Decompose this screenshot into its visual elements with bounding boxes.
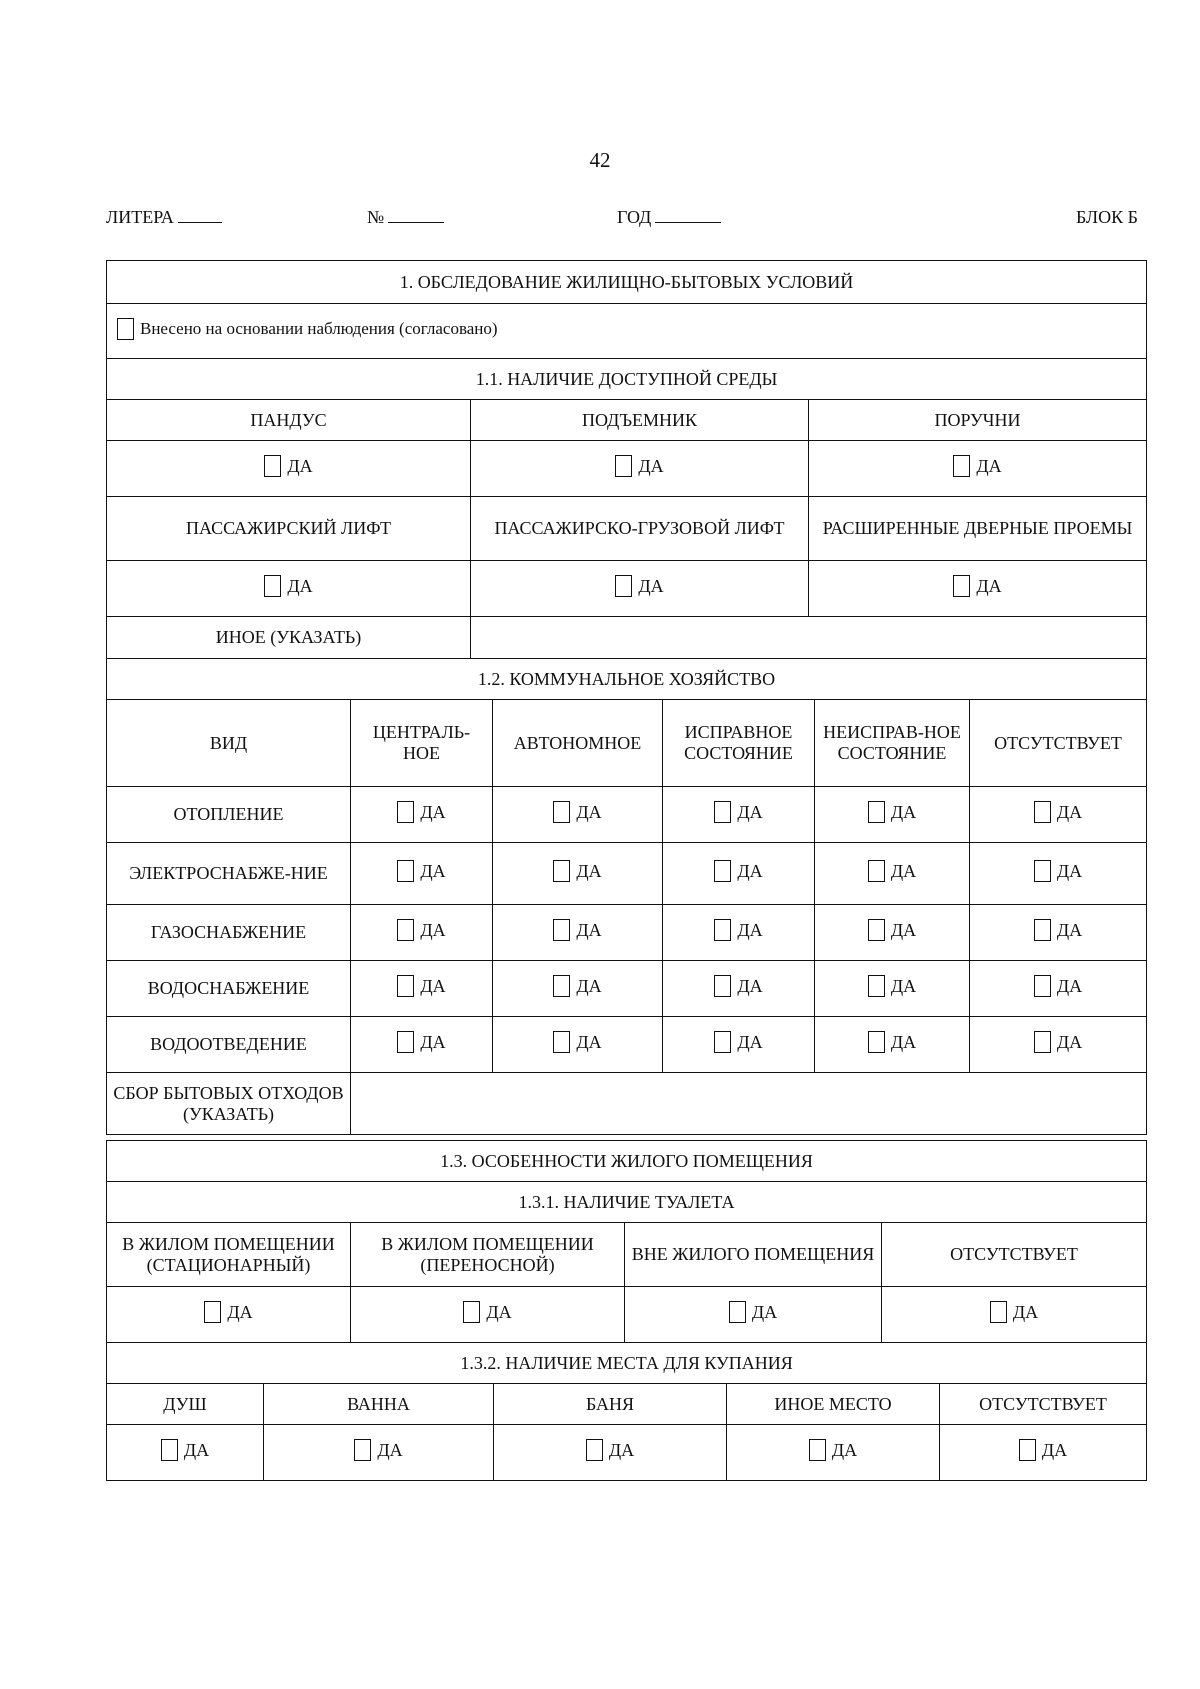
checkbox-broken[interactable] [868,1031,916,1053]
lift-platform-header: ПОДЪЕМНИК [471,400,809,441]
checkbox-autonomous[interactable] [553,975,601,997]
number-blank[interactable] [388,208,444,223]
page-number: 42 [589,148,611,172]
section-1-3-title: 1.3. ОСОБЕННОСТИ ЖИЛОГО ПОМЕЩЕНИЯ [107,1141,1147,1182]
yes-label: ДА [737,919,763,940]
yes-label: ДА [638,575,664,596]
yes-label: ДА [831,1439,858,1460]
yes-label: ДА [1056,801,1083,822]
waste-label: СБОР БЫТОВЫХ ОТХОДОВ (УКАЗАТЬ) [107,1073,351,1135]
observed-row [107,304,1147,359]
checkbox-box[interactable] [117,318,134,340]
bathtub-checkbox[interactable] [354,1439,402,1461]
checkbox-central[interactable] [397,919,445,941]
checkbox-autonomous[interactable] [553,1031,601,1053]
yes-label: ДА [890,1031,917,1052]
bath-absent-checkbox[interactable] [1019,1439,1067,1461]
yes-label: ДА [1056,1031,1083,1052]
handrails-checkbox[interactable] [953,455,1001,477]
yes-label: ДА [1056,919,1083,940]
section-1-title: 1. ОБСЛЕДОВАНИЕ ЖИЛИЩНО-БЫТОВЫХ УСЛОВИЙ [107,261,1147,304]
checkbox-working[interactable] [714,801,762,823]
checkbox-box[interactable] [1034,801,1051,823]
checkbox-box[interactable] [397,860,414,882]
yes-label: ДА [1012,1301,1039,1322]
checkbox-central[interactable] [397,975,445,997]
checkbox-box[interactable] [714,1031,731,1053]
checkbox-box[interactable] [953,455,970,477]
col-autonomous: АВТОНОМНОЕ [493,700,663,787]
yes-label: ДА [183,1439,210,1460]
toilet-absent-checkbox[interactable] [990,1301,1038,1323]
yes-label: ДА [608,1439,635,1460]
ramp-checkbox[interactable] [264,455,312,477]
checkbox-box[interactable] [397,801,414,823]
passenger-lift-header: ПАССАЖИРСКИЙ ЛИФТ [107,497,471,561]
observed-checkbox[interactable] [117,318,498,340]
col-broken: НЕИСПРАВ-НОЕ СОСТОЯНИЕ [815,700,970,787]
year-field[interactable] [617,207,721,228]
wide-doors-checkbox[interactable] [953,575,1001,597]
sauna-header: БАНЯ [494,1384,727,1425]
yes-label: ДА [420,860,446,881]
yes-label: ДА [576,860,602,881]
toilet-outside-header: ВНЕ ЖИЛОГО ПОМЕЩЕНИЯ [625,1223,882,1287]
checkbox-central[interactable] [397,1031,445,1053]
checkbox-box[interactable] [615,455,632,477]
checkbox-box[interactable] [1034,860,1051,882]
checkbox-box[interactable] [553,919,570,941]
section-1-1-title: 1.1. НАЛИЧИЕ ДОСТУПНОЙ СРЕДЫ [107,359,1147,400]
yes-label: ДА [976,455,1002,476]
yes-label: ДА [1056,860,1083,881]
observed-note: Внесено на основании наблюдения (согласовано) [140,318,498,338]
lift-platform-checkbox[interactable] [615,455,663,477]
block-label: БЛОК Б [1076,207,1138,227]
checkbox-box[interactable] [354,1439,371,1461]
yes-label: ДА [576,1031,602,1052]
checkbox-box[interactable] [553,801,570,823]
ramp-header: ПАНДУС [107,400,471,441]
yes-label: ДА [576,975,602,996]
checkbox-broken[interactable] [868,975,916,997]
toilet-absent-header: ОТСУТСТВУЕТ [882,1223,1147,1287]
checkbox-box[interactable] [868,919,885,941]
litera-field[interactable] [106,207,222,228]
year-label: ГОД [617,207,652,227]
yes-label: ДА [377,1439,403,1460]
handrails-header: ПОРУЧНИ [809,400,1147,441]
yes-label: ДА [976,575,1002,596]
checkbox-box[interactable] [1034,919,1051,941]
yes-label: ДА [486,1301,512,1322]
checkbox-absent[interactable] [1034,860,1082,882]
yes-label: ДА [890,801,917,822]
checkbox-box[interactable] [397,1031,414,1053]
checkbox-absent[interactable] [1034,975,1082,997]
shower-header: ДУШ [107,1384,264,1425]
checkbox-box[interactable] [714,975,731,997]
checkbox-box[interactable] [161,1439,178,1461]
checkbox-box[interactable] [714,919,731,941]
yes-label: ДА [420,919,446,940]
checkbox-working[interactable] [714,1031,762,1053]
freight-lift-checkbox[interactable] [615,575,663,597]
yes-label: ДА [1041,1439,1068,1460]
yes-label: ДА [890,919,917,940]
row-electricity: ЭЛЕКТРОСНАБЖЕ-НИЕ [107,843,351,905]
toilet-portable-header: В ЖИЛОМ ПОМЕЩЕНИИ (ПЕРЕНОСНОЙ) [351,1223,625,1287]
other-place-header: ИНОЕ МЕСТО [727,1384,940,1425]
checkbox-box[interactable] [868,1031,885,1053]
checkbox-box[interactable] [868,801,885,823]
number-field[interactable] [367,207,444,228]
checkbox-broken[interactable] [868,860,916,882]
checkbox-autonomous[interactable] [553,801,601,823]
checkbox-absent[interactable] [1034,919,1082,941]
checkbox-box[interactable] [1034,975,1051,997]
checkbox-box[interactable] [714,860,731,882]
form-table-bathing [106,1342,1147,1481]
freight-lift-header: ПАССАЖИРСКО-ГРУЗОВОЙ ЛИФТ [471,497,809,561]
yes-label: ДА [287,575,313,596]
checkbox-working[interactable] [714,975,762,997]
checkbox-box[interactable] [553,975,570,997]
yes-label: ДА [576,919,602,940]
yes-label: ДА [638,455,664,476]
col-type: ВИД [107,700,351,787]
yes-label: ДА [737,975,763,996]
col-working: ИСПРАВНОЕ СОСТОЯНИЕ [663,700,815,787]
col-central: ЦЕНТРАЛЬ-НОЕ [351,700,493,787]
checkbox-box[interactable] [553,860,570,882]
row-heating: ОТОПЛЕНИЕ [107,787,351,843]
checkbox-working[interactable] [714,919,762,941]
yes-label: ДА [737,801,763,822]
other-accessibility-label: ИНОЕ (УКАЗАТЬ) [107,617,471,659]
checkbox-box[interactable] [586,1439,603,1461]
yes-label: ДА [890,860,917,881]
yes-label: ДА [737,1031,763,1052]
bathtub-header: ВАННА [264,1384,494,1425]
checkbox-broken[interactable] [868,801,916,823]
row-gas: ГАЗОСНАБЖЕНИЕ [107,905,351,961]
toilet-stationary-header: В ЖИЛОМ ПОМЕЩЕНИИ (СТАЦИОНАРНЫЙ) [107,1223,351,1287]
wide-doors-header: РАСШИРЕННЫЕ ДВЕРНЫЕ ПРОЕМЫ [809,497,1147,561]
year-blank[interactable] [655,208,721,223]
yes-label: ДА [1056,975,1083,996]
form-table-accessibility [106,260,1147,659]
row-water: ВОДОСНАБЖЕНИЕ [107,961,351,1017]
other-accessibility-input[interactable] [471,617,1147,659]
checkbox-box[interactable] [868,975,885,997]
toilet-outside-checkbox[interactable] [729,1301,777,1323]
checkbox-central[interactable] [397,801,445,823]
checkbox-working[interactable] [714,860,762,882]
yes-label: ДА [420,975,446,996]
checkbox-box[interactable] [809,1439,826,1461]
checkbox-absent[interactable] [1034,801,1082,823]
toilet-stationary-checkbox[interactable] [204,1301,252,1323]
checkbox-box[interactable] [204,1301,221,1323]
row-sewage: ВОДООТВЕДЕНИЕ [107,1017,351,1073]
yes-label: ДА [576,801,602,822]
checkbox-box[interactable] [264,455,281,477]
yes-label: ДА [737,860,763,881]
checkbox-box[interactable] [868,860,885,882]
section-1-3-1-title: 1.3.1. НАЛИЧИЕ ТУАЛЕТА [107,1182,1147,1223]
yes-label: ДА [227,1301,253,1322]
litera-blank[interactable] [178,208,222,223]
litera-label: ЛИТЕРА [106,207,174,227]
section-1-3-2-title: 1.3.2. НАЛИЧИЕ МЕСТА ДЛЯ КУПАНИЯ [107,1343,1147,1384]
waste-input[interactable] [351,1073,1147,1135]
checkbox-central[interactable] [397,860,445,882]
checkbox-box[interactable] [397,975,414,997]
checkbox-autonomous[interactable] [553,860,601,882]
checkbox-box[interactable] [990,1301,1007,1323]
checkbox-box[interactable] [264,575,281,597]
col-absent: ОТСУТСТВУЕТ [970,700,1147,787]
checkbox-absent[interactable] [1034,1031,1082,1053]
shower-checkbox[interactable] [161,1439,209,1461]
checkbox-box[interactable] [729,1301,746,1323]
yes-label: ДА [890,975,917,996]
checkbox-box[interactable] [1019,1439,1036,1461]
toilet-portable-checkbox[interactable] [463,1301,511,1323]
number-label: № [367,207,385,227]
checkbox-box[interactable] [1034,1031,1051,1053]
checkbox-box[interactable] [553,1031,570,1053]
other-place-checkbox[interactable] [809,1439,857,1461]
passenger-lift-checkbox[interactable] [264,575,312,597]
checkbox-box[interactable] [714,801,731,823]
sauna-checkbox[interactable] [586,1439,634,1461]
yes-label: ДА [420,801,446,822]
checkbox-box[interactable] [953,575,970,597]
checkbox-box[interactable] [397,919,414,941]
form-table-toilet [106,1140,1147,1343]
checkbox-box[interactable] [463,1301,480,1323]
section-1-2-title: 1.2. КОММУНАЛЬНОЕ ХОЗЯЙСТВО [107,659,1147,700]
checkbox-broken[interactable] [868,919,916,941]
yes-label: ДА [751,1301,778,1322]
checkbox-box[interactable] [615,575,632,597]
yes-label: ДА [420,1031,446,1052]
checkbox-autonomous[interactable] [553,919,601,941]
yes-label: ДА [287,455,313,476]
bath-absent-header: ОТСУТСТВУЕТ [940,1384,1147,1425]
form-table-utilities [106,658,1147,1135]
